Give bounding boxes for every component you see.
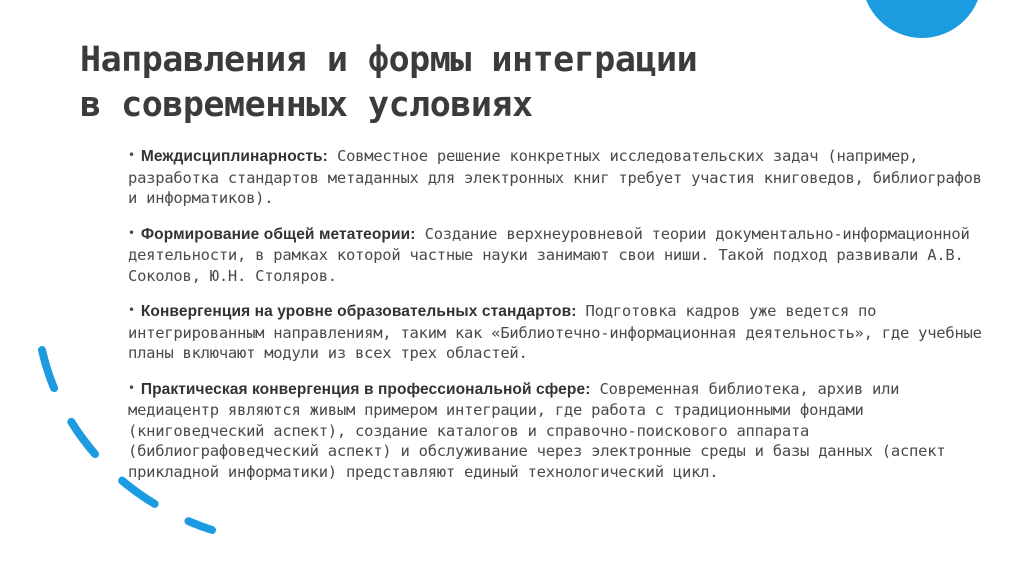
page-title <box>80 38 960 128</box>
title-line-1: Направления и формы интеграции <box>80 40 698 80</box>
bullet-dot-icon: • <box>128 303 135 317</box>
bullet-text: Подготовка кадров уже ведется по интегрированным направлениям, таким как «Библиотечно-информационная деятельность», где учебные планы включают модули из всех трех областей. <box>128 302 982 362</box>
bullet-term: Практическая конвергенция в профессиональной сфере: <box>140 380 591 398</box>
bullet-term: Конвергенция на уровне образовательных стандартов: <box>140 303 577 320</box>
bullet-text: Современная библиотека, архив или медиацентр являются живым примером интеграции, где работа с традиционными фондами (книговедческий аспект), создание каталогов и справочно-поискового аппарата (библиографоведческий аспект) и обслуживание через электронные среды и базы данных (аспект прикладной информатики) представляют единый технологический цикл. <box>128 379 946 481</box>
bullet-text: Создание верхнеуровневой теории документально-информационной деятельности, в рамках которой частные науки занимают свои ниши. Такой подход развивали А.В. Соколов, Ю.Н. Столяров. <box>128 224 970 285</box>
bullet-term: Формирование общей метатеории: <box>140 225 416 243</box>
bullet-text: Совместное решение конкретных исследовательских задач (например, разработка стандартов метаданных для электронных книг требует участия книговедов, библиографов и информатиков). <box>128 147 982 207</box>
bullet-dot-icon: • <box>128 225 135 240</box>
bullet-dot-icon: • <box>128 380 135 395</box>
bullet-item <box>128 224 988 287</box>
title-line-2: в современных условиях <box>80 85 533 125</box>
bullet-list <box>128 146 988 497</box>
bullet-item <box>128 301 988 364</box>
bullet-item <box>128 379 988 483</box>
bullet-item <box>128 146 988 209</box>
bullet-term: Междисциплинарность: <box>140 148 328 165</box>
bullet-dot-icon: • <box>128 148 135 162</box>
